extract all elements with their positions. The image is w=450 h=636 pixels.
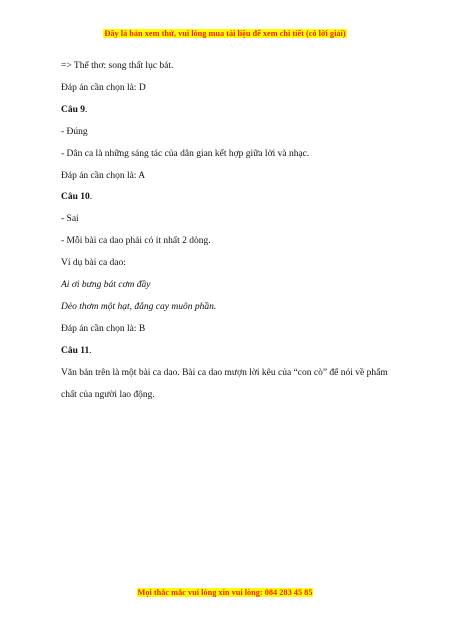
question-10-label: Câu 10 — [61, 192, 90, 203]
question-9-heading — [61, 100, 401, 122]
poem-line-1: Ai ơi bưng bát cơm đầy — [61, 280, 151, 291]
folk-song-definition-line: - Dân ca là những sáng tác của dân gian kết hợp giữa lời và nhạc. — [61, 148, 310, 159]
poem-line-2: Dẻo thơm một hạt, đắng cay muôn phần. — [61, 301, 217, 312]
question-11-answer-paragraph: Văn bản trên là một bài ca dao. Bài ca dao mượn lời kêu của “con cò” để nói về phẩm chất của người lao động. — [61, 367, 388, 400]
question-10-dot: . — [89, 192, 93, 203]
example-intro-line: Ví dụ bài ca dao: — [61, 258, 126, 269]
true-line: - Đúng — [61, 126, 88, 137]
preview-notice-banner — [0, 28, 450, 40]
rule-line: - Mỗi bài ca dao phải có ít nhất 2 dòng. — [61, 236, 211, 247]
question-11-dot: . — [89, 345, 92, 356]
answer-line: Đáp án cần chọn là: A — [61, 170, 146, 181]
question-11-heading — [61, 341, 401, 363]
question-10-heading — [61, 187, 401, 209]
preview-notice-text: Đây là bản xem thử, vui lòng mua tài liệu để xem chi tiết (có lời giải) — [104, 29, 346, 38]
answer-line: Đáp án cần chọn là: B — [61, 323, 146, 334]
contact-notice-banner — [0, 587, 450, 599]
contact-notice-text: Mọi thắc mắc vui lòng xin vui lòng: 084 283 45 85 — [137, 588, 313, 597]
question-9-label: Câu 9 — [61, 104, 86, 115]
verse-form-line: => Thể thơ: song thất lục bát. — [61, 61, 174, 71]
question-9-dot: . — [85, 104, 88, 115]
document-body — [61, 56, 401, 407]
answer-line: Đáp án cần chọn là: D — [61, 82, 146, 93]
question-11-label: Câu 11 — [61, 345, 90, 356]
false-line: - Sai — [61, 214, 79, 225]
